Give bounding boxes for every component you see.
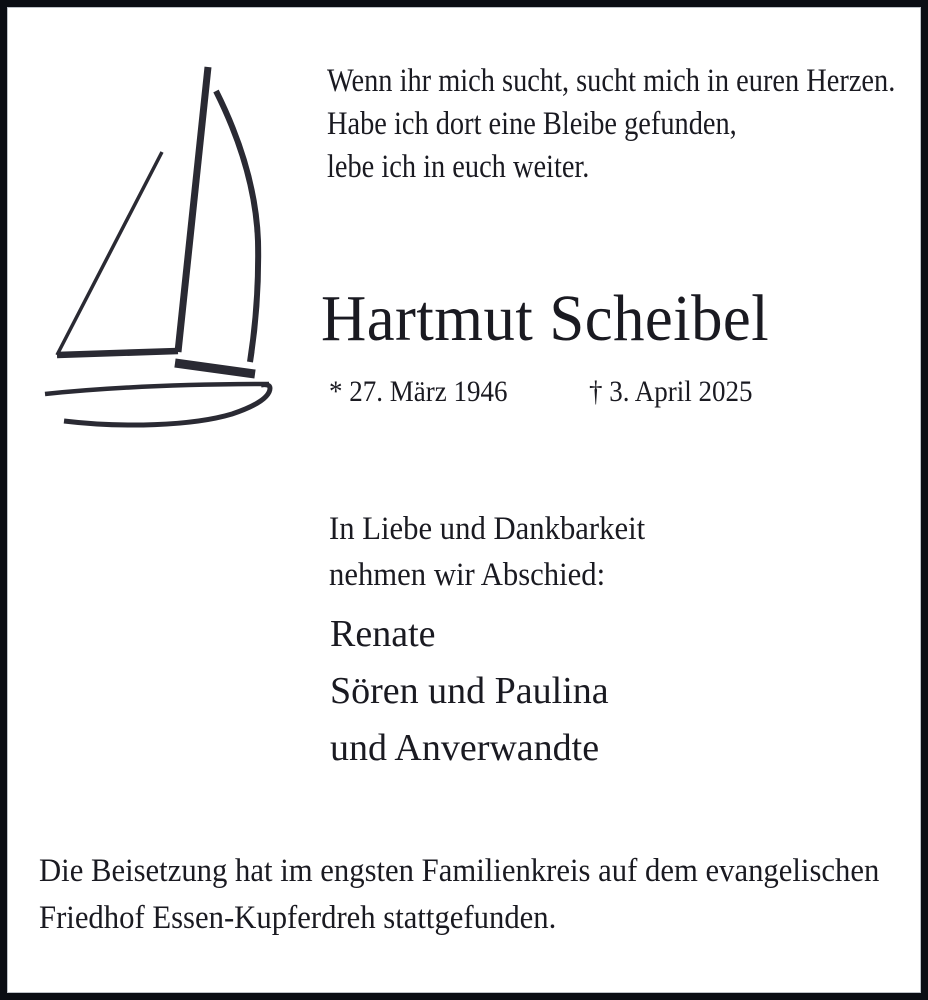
memorial-verse <box>327 60 895 189</box>
mourner-name: Sören und Paulina <box>330 670 609 712</box>
boom-line <box>175 363 255 374</box>
verse-line: Wenn ihr mich sucht, sucht mich in euren Herzen. <box>327 63 896 99</box>
mourners-list <box>330 606 609 777</box>
mainsail-leech-line <box>216 91 258 362</box>
farewell-statement <box>329 506 645 598</box>
burial-info-line: Friedhof Essen-Kupferdreh stattgefunden. <box>39 900 557 936</box>
farewell-line: nehmen wir Abschied: <box>329 557 606 593</box>
birth-date: * 27. März 1946 <box>329 375 508 408</box>
verse-line: Habe ich dort eine Bleibe gefunden, <box>327 106 737 142</box>
deceased-name: Hartmut Scheibel <box>321 282 770 355</box>
mourner-name: und Anverwandte <box>330 727 600 769</box>
hull-deck-line <box>45 384 269 394</box>
jib-foot-line <box>57 351 178 355</box>
mourner-name: Renate <box>330 613 436 655</box>
sailboat-icon <box>42 58 282 443</box>
mast-line <box>178 67 208 352</box>
jib-luff-line <box>57 152 162 355</box>
death-date: † 3. April 2025 <box>589 375 753 408</box>
burial-info <box>39 848 879 942</box>
burial-info-line: Die Beisetzung hat im engsten Familienkreis auf dem evangelischen <box>39 853 880 889</box>
farewell-line: In Liebe und Dankbarkeit <box>329 511 646 547</box>
verse-line: lebe ich in euch weiter. <box>327 149 590 185</box>
